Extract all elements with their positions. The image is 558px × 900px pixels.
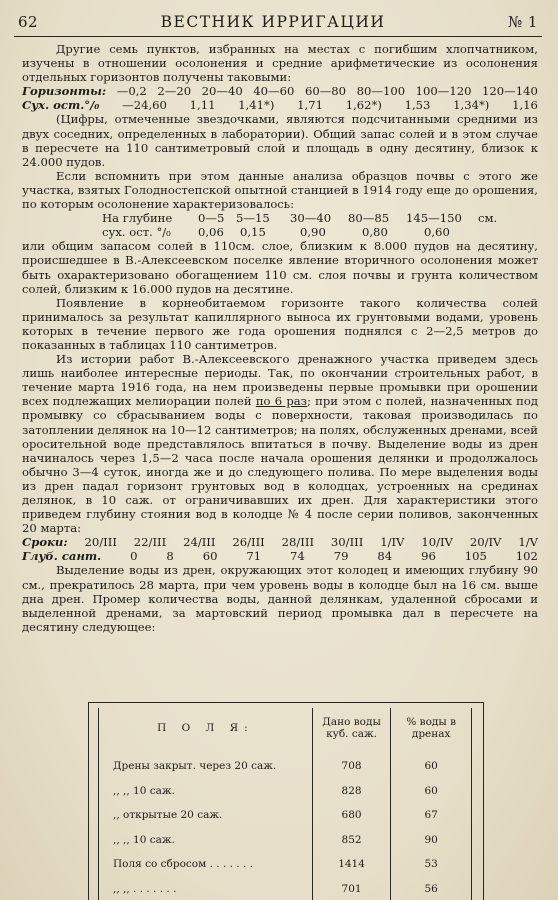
station-salt-row — [22, 225, 538, 239]
percent-cell: 60 — [391, 779, 472, 804]
date-cell: 26/III — [232, 535, 265, 550]
field-cell: Дрены закрыт. через 20 саж. — [99, 748, 313, 779]
percent-cell: 67 — [391, 803, 472, 828]
value-cell: 1,71 — [297, 98, 323, 113]
table-row — [99, 748, 472, 779]
well-depth-row — [22, 549, 538, 563]
depth-cell: 102 — [515, 549, 538, 564]
water-cell: 852 — [312, 828, 391, 853]
depth-cell: 80—100 — [356, 84, 406, 99]
percent-cell: 60 — [391, 748, 472, 779]
table-row — [99, 828, 472, 853]
field-cell: ,, ,, 10 саж. — [99, 779, 313, 804]
value-cell: 1,16 — [512, 98, 538, 113]
value-cell: —24,60 — [122, 98, 167, 113]
depth-cell: 84 — [377, 549, 393, 564]
depth-cell: 96 — [421, 549, 436, 564]
table-header-row — [99, 708, 472, 748]
depth-cell: 2—20 — [157, 84, 192, 99]
station-depth-row — [22, 211, 538, 225]
table-row — [99, 852, 472, 877]
horizons-label: Горизонты: — [22, 84, 107, 99]
value-cell: 0,15 — [240, 225, 266, 240]
depth-cell: 0 — [130, 549, 138, 564]
depth-cell: 20—40 — [201, 84, 243, 99]
running-header — [18, 13, 538, 35]
date-cell: 30/III — [330, 535, 364, 550]
field-cell: ,, ,, 10 саж. — [99, 828, 313, 853]
journal-title: ВЕСТНИК ИРРИГАЦИИ — [160, 13, 386, 31]
water-cell: 828 — [312, 779, 391, 804]
table-row — [99, 779, 472, 804]
water-cell: 680 — [312, 803, 391, 828]
text-run: Из истории работ В.-Алексеевского дренажного участка приведем здесь лишь наиболее интересные периоды. Так, по окончании строительных работ, в течение марта 1916 года, на нем произведены первые промывки при орошении всех подлежащих мелиорации полей — [22, 352, 538, 409]
depth-cell: 100—120 — [415, 84, 472, 99]
salt-row — [22, 98, 538, 112]
value-cell: 0,06 — [198, 225, 224, 240]
paragraph: Выделение воды из дрен, окружающих этот колодец и имеющих глубину 90 см., прекратилось 28 марта, при чем уровень воды в колодце был на 16 см. выше дна дрен. Промер количества воды, данной делянкам, удаленной сбросами и выделенной дренами, за мартовский период промывка дал в пересчете на десятину следующее: — [22, 563, 538, 634]
depth-cell: 120—140 — [482, 84, 538, 99]
date-cell: 20/IV — [469, 535, 502, 550]
header-percent: % воды в дренах — [391, 708, 472, 748]
paragraph: или общим запасом солей в 110см. слое, близким к 8.000 пудов на десятину, происшедшее в В.-Алексеевском поселке явление вторичного осолонения может быть охарактеризовано обогащением 110 см. слоя почвы и грунта количеством солей, близким к 16.000 пудов на десятине. — [22, 239, 538, 296]
water-cell: 701 — [312, 877, 391, 900]
date-cell: 24/III — [183, 535, 216, 550]
dates-label: Сроки: — [22, 535, 68, 550]
depth-cell: 79 — [333, 549, 349, 564]
page-number: 62 — [18, 13, 39, 31]
depth-cell: 71 — [246, 549, 262, 564]
depth-cell: 105 — [464, 549, 487, 564]
date-cell: 22/III — [133, 535, 167, 550]
paragraph: Появление в корнеобитаемом горизонте такого количества солей принималось за результат капиллярного выноса их грунтовыми водами, уровень которых в течение первого же года орошения поднялся с 2—2,5 метров до показанных в таблицах 110 сантиметров. — [22, 295, 538, 352]
paragraph: (Цифры, отмеченные звездочками, являются подсчитанными средними из двух соседних, определенных в лаборатории). Общий запас солей и в этом случае в пересчете на 110 сантиметровый слой и площадь в одну десятину, близок к 24.000 пудов. — [22, 112, 538, 169]
field-cell: ,, открытые 20 саж. — [99, 803, 313, 828]
water-cell: 1414 — [312, 852, 391, 877]
depth-cell: 60—80 — [304, 84, 347, 99]
horizons-row — [22, 84, 538, 98]
paragraph: Другие семь пунктов, избранных на местах с погибшим хлопчатником, изучены в отношении осолонения и средние арифметические из осолонения отдельных горизонтов получены таковыми: — [22, 42, 538, 85]
table-row — [99, 803, 472, 828]
dates-row — [22, 535, 538, 549]
header-water: Дано воды куб. саж. — [312, 708, 391, 748]
field-cell: ,, ,, . . . . . . . — [99, 877, 313, 900]
salt-label: Сух. ост.°/₀ — [22, 98, 100, 113]
depth-cell: 145—150 — [406, 211, 462, 226]
header-fields: П О Л Я: — [99, 708, 313, 748]
paragraph: Если вспомнить при этом данные анализа образцов почвы с этого же участка, взятых Голодностепской опытной станцией в 1914 году еще до орошения, по которым осолонение характеризовалось: — [22, 168, 538, 212]
unit-cell: см. — [478, 211, 498, 226]
value-cell: 1,53 — [404, 98, 431, 113]
header-rule — [14, 36, 542, 37]
value-cell: 1,62*) — [345, 98, 382, 113]
date-cell: 28/III — [281, 535, 315, 550]
well-depth-label: Глуб. сант. — [22, 549, 102, 564]
depth-cell: 40—60 — [253, 84, 295, 99]
depth-cell: 8 — [166, 549, 174, 564]
date-cell: 1/V — [518, 535, 538, 550]
text-run: ; при этом с полей, назначенных под промывку со сбрасыванием воды с поверхности, таковая производилась по затоплении делянок на 10—12 сантиметров; на полях, обслуженных дренами, всей оросительной воде представлялось впитаться в почву. Выделение воды из дрен начиналось через 1,5—2 часа после начала орошения делянки и продолжалось обычно 3—4 суток, иногда же и до следующего полива. По мере выделения воды из дрен падал горизонт грунтовых вод в колодцах, устроенных на срединах делянок, в 10 саж. от ограничивавших их дрен. Для характеристики этого приведем глубину стояния вод в колодце № 4 после серии поливов, законченных 20 марта: — [22, 394, 538, 536]
value-cell: 1,34*) — [453, 98, 490, 113]
issue-number: № 1 — [507, 13, 538, 31]
percent-cell: 56 — [391, 877, 472, 900]
paragraph — [22, 352, 538, 535]
table-row — [99, 877, 472, 900]
depth-cell: 30—40 — [290, 211, 332, 226]
water-cell: 708 — [312, 748, 391, 779]
depth-cell: 80—85 — [348, 211, 390, 226]
depth-cell: —0,2 — [116, 84, 147, 99]
salt-label: сух. ост. °/₀ — [102, 225, 171, 240]
value-cell: 1,11 — [189, 98, 216, 113]
water-table — [98, 708, 472, 900]
value-cell: 0,90 — [300, 225, 326, 240]
percent-cell: 53 — [391, 852, 472, 877]
value-cell: 0,60 — [424, 225, 450, 240]
underlined-text: по 6 раз — [255, 394, 307, 409]
depth-cell: 60 — [202, 549, 218, 564]
date-cell: 1/IV — [380, 535, 405, 550]
depth-cell: 5—15 — [236, 211, 270, 226]
value-cell: 1,41*) — [238, 98, 275, 113]
value-cell: 0,80 — [362, 225, 388, 240]
depth-cell: 74 — [290, 549, 305, 564]
depth-label: На глубине — [102, 211, 173, 226]
percent-cell: 90 — [391, 828, 472, 853]
body-text — [22, 42, 538, 634]
date-cell: 10/IV — [421, 535, 453, 550]
depth-cell: 0—5 — [198, 211, 225, 226]
date-cell: 20/III — [84, 535, 117, 550]
field-cell: Поля со сбросом . . . . . . . — [99, 852, 313, 877]
